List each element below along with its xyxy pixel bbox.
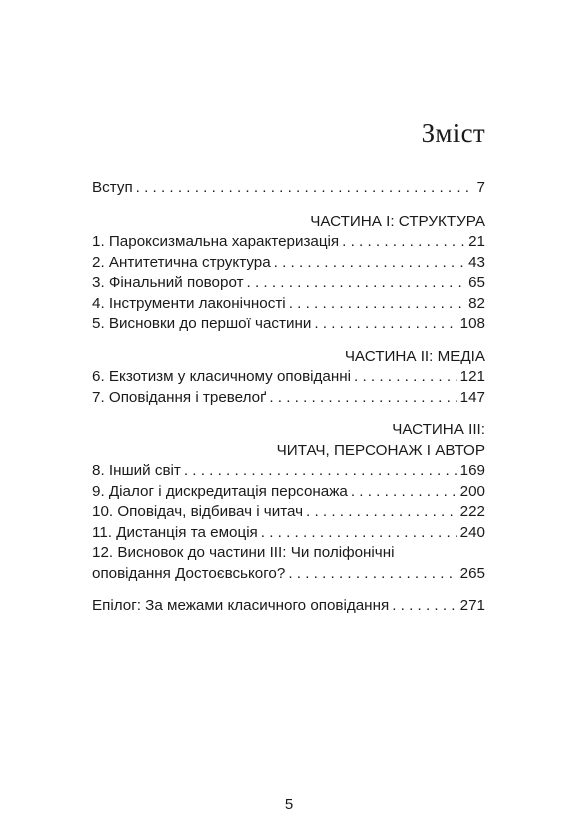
toc-entry-title: 11. Дистанція та емоція	[92, 523, 258, 541]
toc-entry-page: 222	[459, 503, 485, 520]
dot-leader	[269, 388, 456, 409]
toc-entry-title: 10. Оповідач, відбивач і читач	[92, 503, 304, 520]
toc-entry[interactable]	[92, 502, 485, 523]
toc-entry-title: 3. Фінальний поворот	[92, 274, 244, 291]
toc-entry-page: 147	[459, 388, 485, 406]
toc-entry-title: 9. Діалог і дискредитація персонажа	[92, 482, 348, 500]
toc-entry-page: 108	[459, 315, 485, 332]
dot-leader	[184, 461, 457, 482]
toc-entry[interactable]	[92, 253, 485, 274]
toc-entry-page: 7	[476, 179, 485, 196]
toc-entry-title: 6. Екзотизм у класичному оповіданні	[92, 368, 352, 385]
dot-leader	[274, 253, 465, 274]
toc-entry-page: 200	[459, 482, 485, 500]
toc-entry-last-line	[92, 564, 485, 585]
dot-leader	[354, 367, 457, 388]
part-heading-3-line2: ЧИТАЧ, ПЕРСОНАЖ І АВТОР	[276, 441, 485, 459]
toc-entry-title: 7. Оповідання і тревелоґ	[92, 388, 267, 406]
toc-entry-page: 82	[468, 294, 485, 312]
dot-leader	[136, 178, 474, 199]
dot-leader	[306, 502, 457, 523]
toc-entry-title: 1. Пароксизмальна характеризація	[92, 233, 340, 250]
page-number: 5	[284, 796, 294, 813]
toc-entry-title: Епілог: За межами класичного оповідання	[92, 597, 390, 614]
toc-entry-page: 121	[459, 368, 485, 385]
table-of-contents	[92, 178, 485, 617]
toc-entry-epilogue[interactable]	[92, 596, 485, 617]
dot-leader	[342, 232, 465, 253]
toc-entry[interactable]	[92, 482, 485, 503]
dot-leader	[289, 294, 465, 315]
part-heading-2: ЧАСТИНА ІІ: МЕДІА	[344, 347, 485, 365]
toc-entry-intro[interactable]	[92, 178, 485, 199]
toc-entry[interactable]	[92, 523, 485, 544]
dot-leader	[392, 596, 456, 617]
dot-leader	[247, 273, 466, 294]
dot-leader	[261, 523, 457, 544]
toc-entry[interactable]	[92, 294, 485, 315]
dot-leader	[351, 482, 457, 503]
toc-entry-title-line2: оповідання Достоєвського?	[92, 564, 286, 582]
toc-entry-page: 271	[459, 597, 485, 614]
toc-entry-title: Вступ	[92, 179, 133, 196]
toc-entry-page: 169	[459, 462, 485, 479]
toc-entry-title-line1: 12. Висновок до частини ІІІ: Чи поліфонічні	[92, 544, 395, 561]
toc-entry-page: 43	[468, 253, 485, 271]
toc-entry-page: 21	[468, 233, 485, 250]
toc-entry-page: 65	[468, 274, 485, 291]
part-heading-3-line1: ЧАСТИНА ІІІ:	[392, 421, 485, 438]
toc-entry[interactable]	[92, 273, 485, 294]
part-heading-1: ЧАСТИНА І: СТРУКТУРА	[310, 212, 485, 230]
toc-entry-title: 5. Висновки до першої частини	[92, 315, 312, 332]
toc-entry[interactable]	[92, 314, 485, 335]
toc-entry-multiline[interactable]	[92, 543, 485, 584]
toc-entry[interactable]	[92, 461, 485, 482]
toc-entry[interactable]	[92, 232, 485, 253]
dot-leader	[314, 314, 456, 335]
toc-entry[interactable]	[92, 388, 485, 409]
toc-entry-page: 265	[459, 564, 485, 582]
toc-entry-title: 2. Антитетична структура	[92, 253, 271, 271]
toc-entry[interactable]	[92, 367, 485, 388]
page-title: Зміст	[421, 118, 485, 148]
toc-entry-page: 240	[459, 523, 485, 541]
dot-leader	[288, 564, 456, 585]
toc-entry-title: 8. Інший світ	[92, 462, 181, 479]
toc-entry-title: 4. Інструменти лаконічності	[92, 294, 286, 312]
